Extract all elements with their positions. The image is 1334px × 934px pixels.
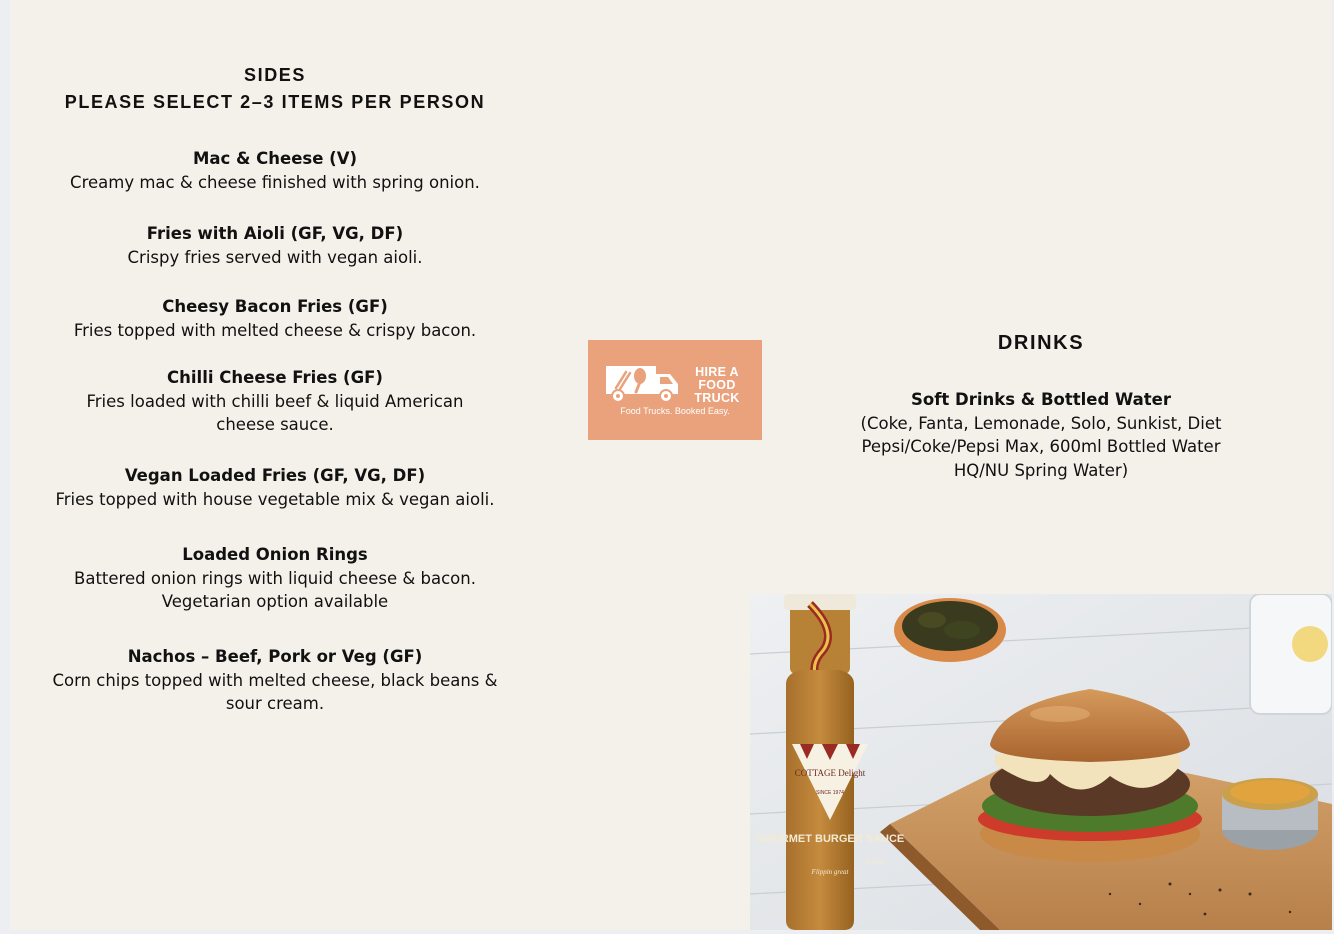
sides-subtitle: PLEASE SELECT 2–3 ITEMS PER PERSON [64, 92, 486, 112]
menu-item-cheesy-bacon-fries [50, 295, 500, 342]
food-truck-icon [604, 362, 688, 406]
item-name: Fries with Aioli (GF, VG, DF) [146, 224, 404, 243]
item-name: Soft Drinks & Bottled Water [911, 390, 1171, 409]
menu-item-fries-aioli [50, 222, 500, 269]
sides-heading [50, 62, 500, 116]
bottle-since: SINCE 1974 [816, 790, 844, 796]
burger-photo-illustration [750, 594, 1332, 930]
item-description: Fries loaded with chilli beef & liquid American cheese sauce. [86, 391, 464, 434]
item-name: Vegan Loaded Fries (GF, VG, DF) [124, 466, 426, 485]
hire-a-food-truck-logo [588, 340, 762, 440]
item-name: Cheesy Bacon Fries (GF) [162, 297, 388, 316]
menu-item-mac-cheese [50, 147, 500, 194]
menu-item-soft-drinks [846, 388, 1236, 482]
item-description: (Coke, Fanta, Lemonade, Solo, Sunkist, Diet Pepsi/Coke/Pepsi Max, 600ml Bottled Water HQ/NU Spring Water) [860, 413, 1222, 480]
logo-text: HIRE A FOOD TRUCK [694, 365, 740, 405]
item-name: Loaded Onion Rings [182, 545, 368, 564]
menu-page [10, 0, 1332, 930]
item-description: Battered onion rings with liquid cheese & bacon. Vegetarian option available [74, 568, 476, 611]
bottle-subtitle: Flippin great [811, 868, 849, 876]
item-name: Mac & Cheese (V) [192, 149, 358, 168]
menu-item-nachos [50, 645, 500, 716]
bottle-label: GOURMET BURGER SAUCE [755, 833, 905, 845]
drinks-title: DRINKS [997, 332, 1085, 354]
item-name: Nachos – Beef, Pork or Veg (GF) [127, 647, 423, 666]
bottle-brand: COTTAGE Delight [794, 768, 866, 778]
logo-tagline: Food Trucks. Booked Easy. [620, 406, 730, 416]
menu-item-loaded-onion-rings [65, 543, 485, 614]
item-description: Fries topped with melted cheese & crispy bacon. [73, 320, 477, 340]
item-description: Creamy mac & cheese finished with spring onion. [70, 172, 480, 192]
burger-photo [750, 594, 1332, 930]
item-description: Crispy fries served with vegan aioli. [127, 247, 423, 267]
sides-title: SIDES [243, 65, 307, 85]
item-description: Corn chips topped with melted cheese, black beans & sour cream. [52, 670, 498, 713]
item-description: Fries topped with house vegetable mix & vegan aioli. [55, 489, 495, 509]
item-name: Chilli Cheese Fries (GF) [167, 368, 383, 387]
menu-item-chilli-cheese-fries [80, 366, 470, 437]
bottle-volume: 220ml [865, 859, 885, 866]
menu-item-vegan-loaded-fries [45, 464, 505, 511]
